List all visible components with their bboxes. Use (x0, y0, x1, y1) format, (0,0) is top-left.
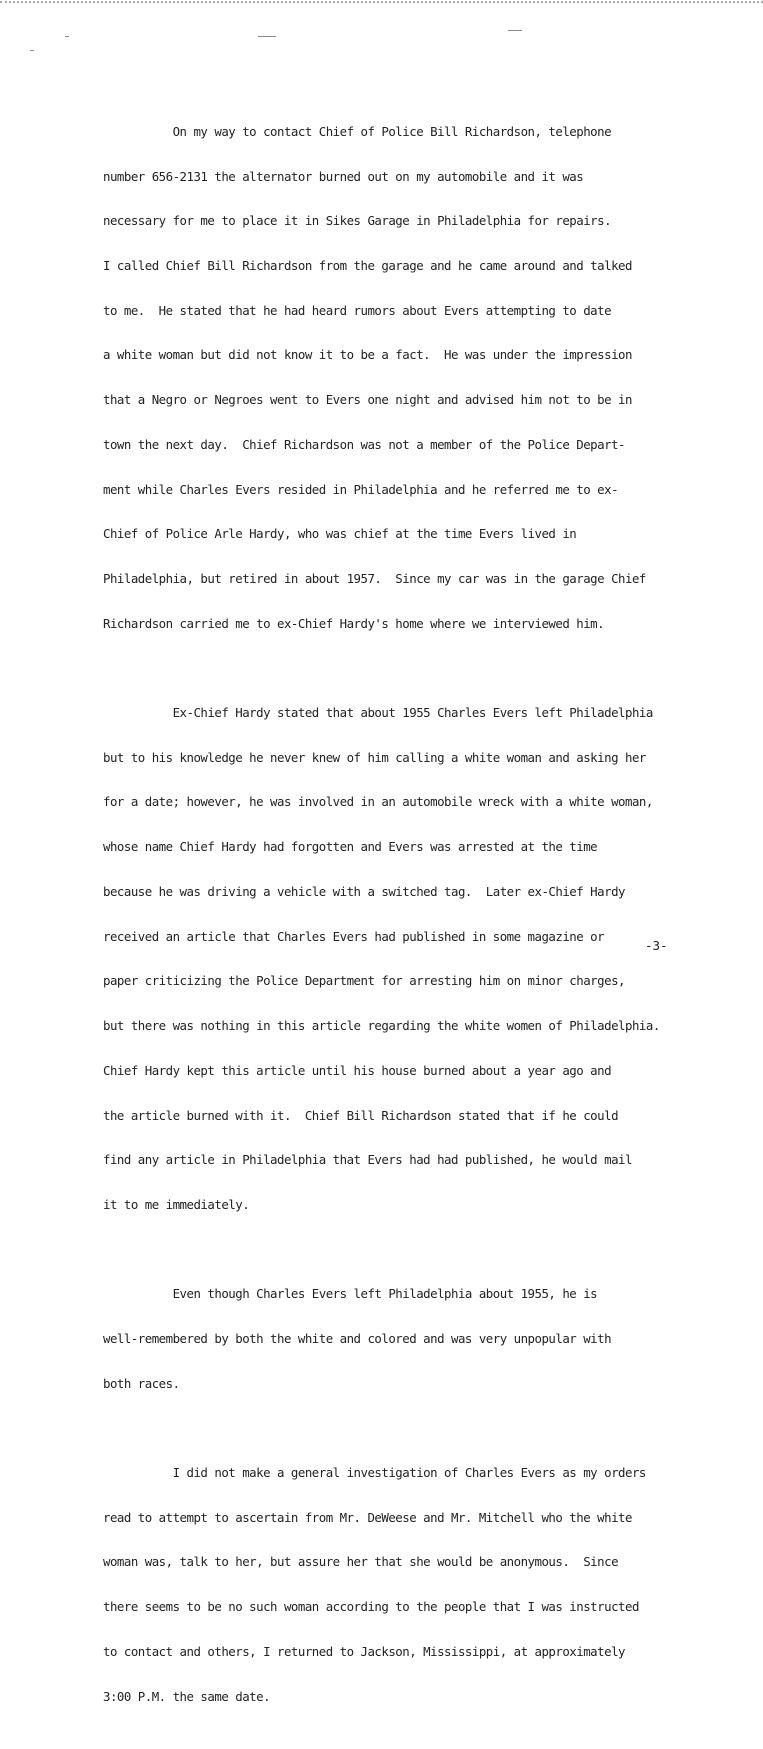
text-line: ment while Charles Evers resided in Philadelphia and he referred me to ex- (103, 481, 619, 497)
text-line: a white woman but did not know it to be a fact. He was under the impression (103, 347, 632, 363)
text-line: both races. (103, 1375, 180, 1391)
text-line: town the next day. Chief Richardson was not a member of the Police Depart- (103, 436, 625, 452)
text-line: received an article that Charles Evers had published in some magazine or (103, 928, 605, 944)
text-line: woman was, talk to her, but assure her that she would be anonymous. Since (103, 1554, 619, 1570)
text-line: but there was nothing in this article regarding the white women of Philadelphia. (103, 1018, 660, 1034)
text-line: 3:00 P.M. the same date. (103, 1688, 271, 1704)
scan-speck (258, 36, 276, 37)
text-line: for a date; however, he was involved in an automobile wreck with a white woman, (103, 794, 653, 810)
text-line: paper criticizing the Police Department for arresting him on minor charges, (103, 973, 625, 989)
text-line: Philadelphia, but retired in about 1957. Since my car was in the garage Chief (103, 571, 646, 586)
text-line: Richardson carried me to ex-Chief Hardy's home where we interviewed him. (103, 615, 605, 631)
scan-speck (65, 36, 69, 37)
text-line: whose name Chief Hardy had forgotten and Evers was arrested at the time (103, 839, 598, 855)
text-line: On my way to contact Chief of Police Bill Richardson, telephone (103, 123, 612, 139)
text-line: read to attempt to ascertain from Mr. DeWeese and Mr. Mitchell who the white (103, 1509, 632, 1525)
text-line: Chief Hardy kept this article until his house burned about a year ago and (103, 1062, 612, 1078)
text-line: Ex-Chief Hardy stated that about 1955 Charles Evers left Philadelphia (103, 705, 653, 721)
text-line: that a Negro or Negroes went to Evers one night and advised him not to be in (103, 392, 632, 408)
text-line: to contact and others, I returned to Jackson, Mississippi, at approximately (103, 1643, 625, 1659)
text-line: it to me immediately. (103, 1196, 250, 1212)
text-line: necessary for me to place it in Sikes Garage in Philadelphia for repairs. (103, 213, 612, 229)
paragraph-1 (103, 95, 713, 661)
text-line: Chief of Police Arle Hardy, who was chief at the time Evers lived in (103, 526, 577, 542)
text-line: number 656-2131 the alternator burned out on my automobile and it was (103, 168, 584, 184)
text-line: I did not make a general investigation of Charles Evers as my orders (103, 1465, 646, 1481)
paragraph-2 (103, 676, 713, 1242)
page-top-edge (0, 1, 763, 3)
page-number: -3- (645, 938, 668, 953)
text-line: to me. He stated that he had heard rumors about Evers attempting to date (103, 302, 612, 318)
text-line: well-remembered by both the white and colored and was very unpopular with (103, 1331, 612, 1346)
text-line: Even though Charles Evers left Philadelphia about 1955, he is (103, 1286, 598, 1302)
text-line: I called Chief Bill Richardson from the garage and he came around and talked (103, 257, 632, 273)
text-line: find any article in Philadelphia that Evers had had published, he would mail (103, 1152, 632, 1168)
text-line: but to his knowledge he never knew of him calling a white woman and asking her (103, 749, 646, 765)
scan-speck (508, 30, 522, 31)
document-body (103, 95, 713, 1749)
paragraph-3 (103, 1257, 713, 1421)
text-line: because he was driving a vehicle with a switched tag. Later ex-Chief Hardy (103, 883, 625, 899)
text-line: the article burned with it. Chief Bill Richardson stated that if he could (103, 1107, 619, 1123)
text-line: there seems to be no such woman according to the people that I was instructed (103, 1599, 639, 1615)
paragraph-4 (103, 1436, 713, 1734)
scan-speck (30, 50, 34, 51)
